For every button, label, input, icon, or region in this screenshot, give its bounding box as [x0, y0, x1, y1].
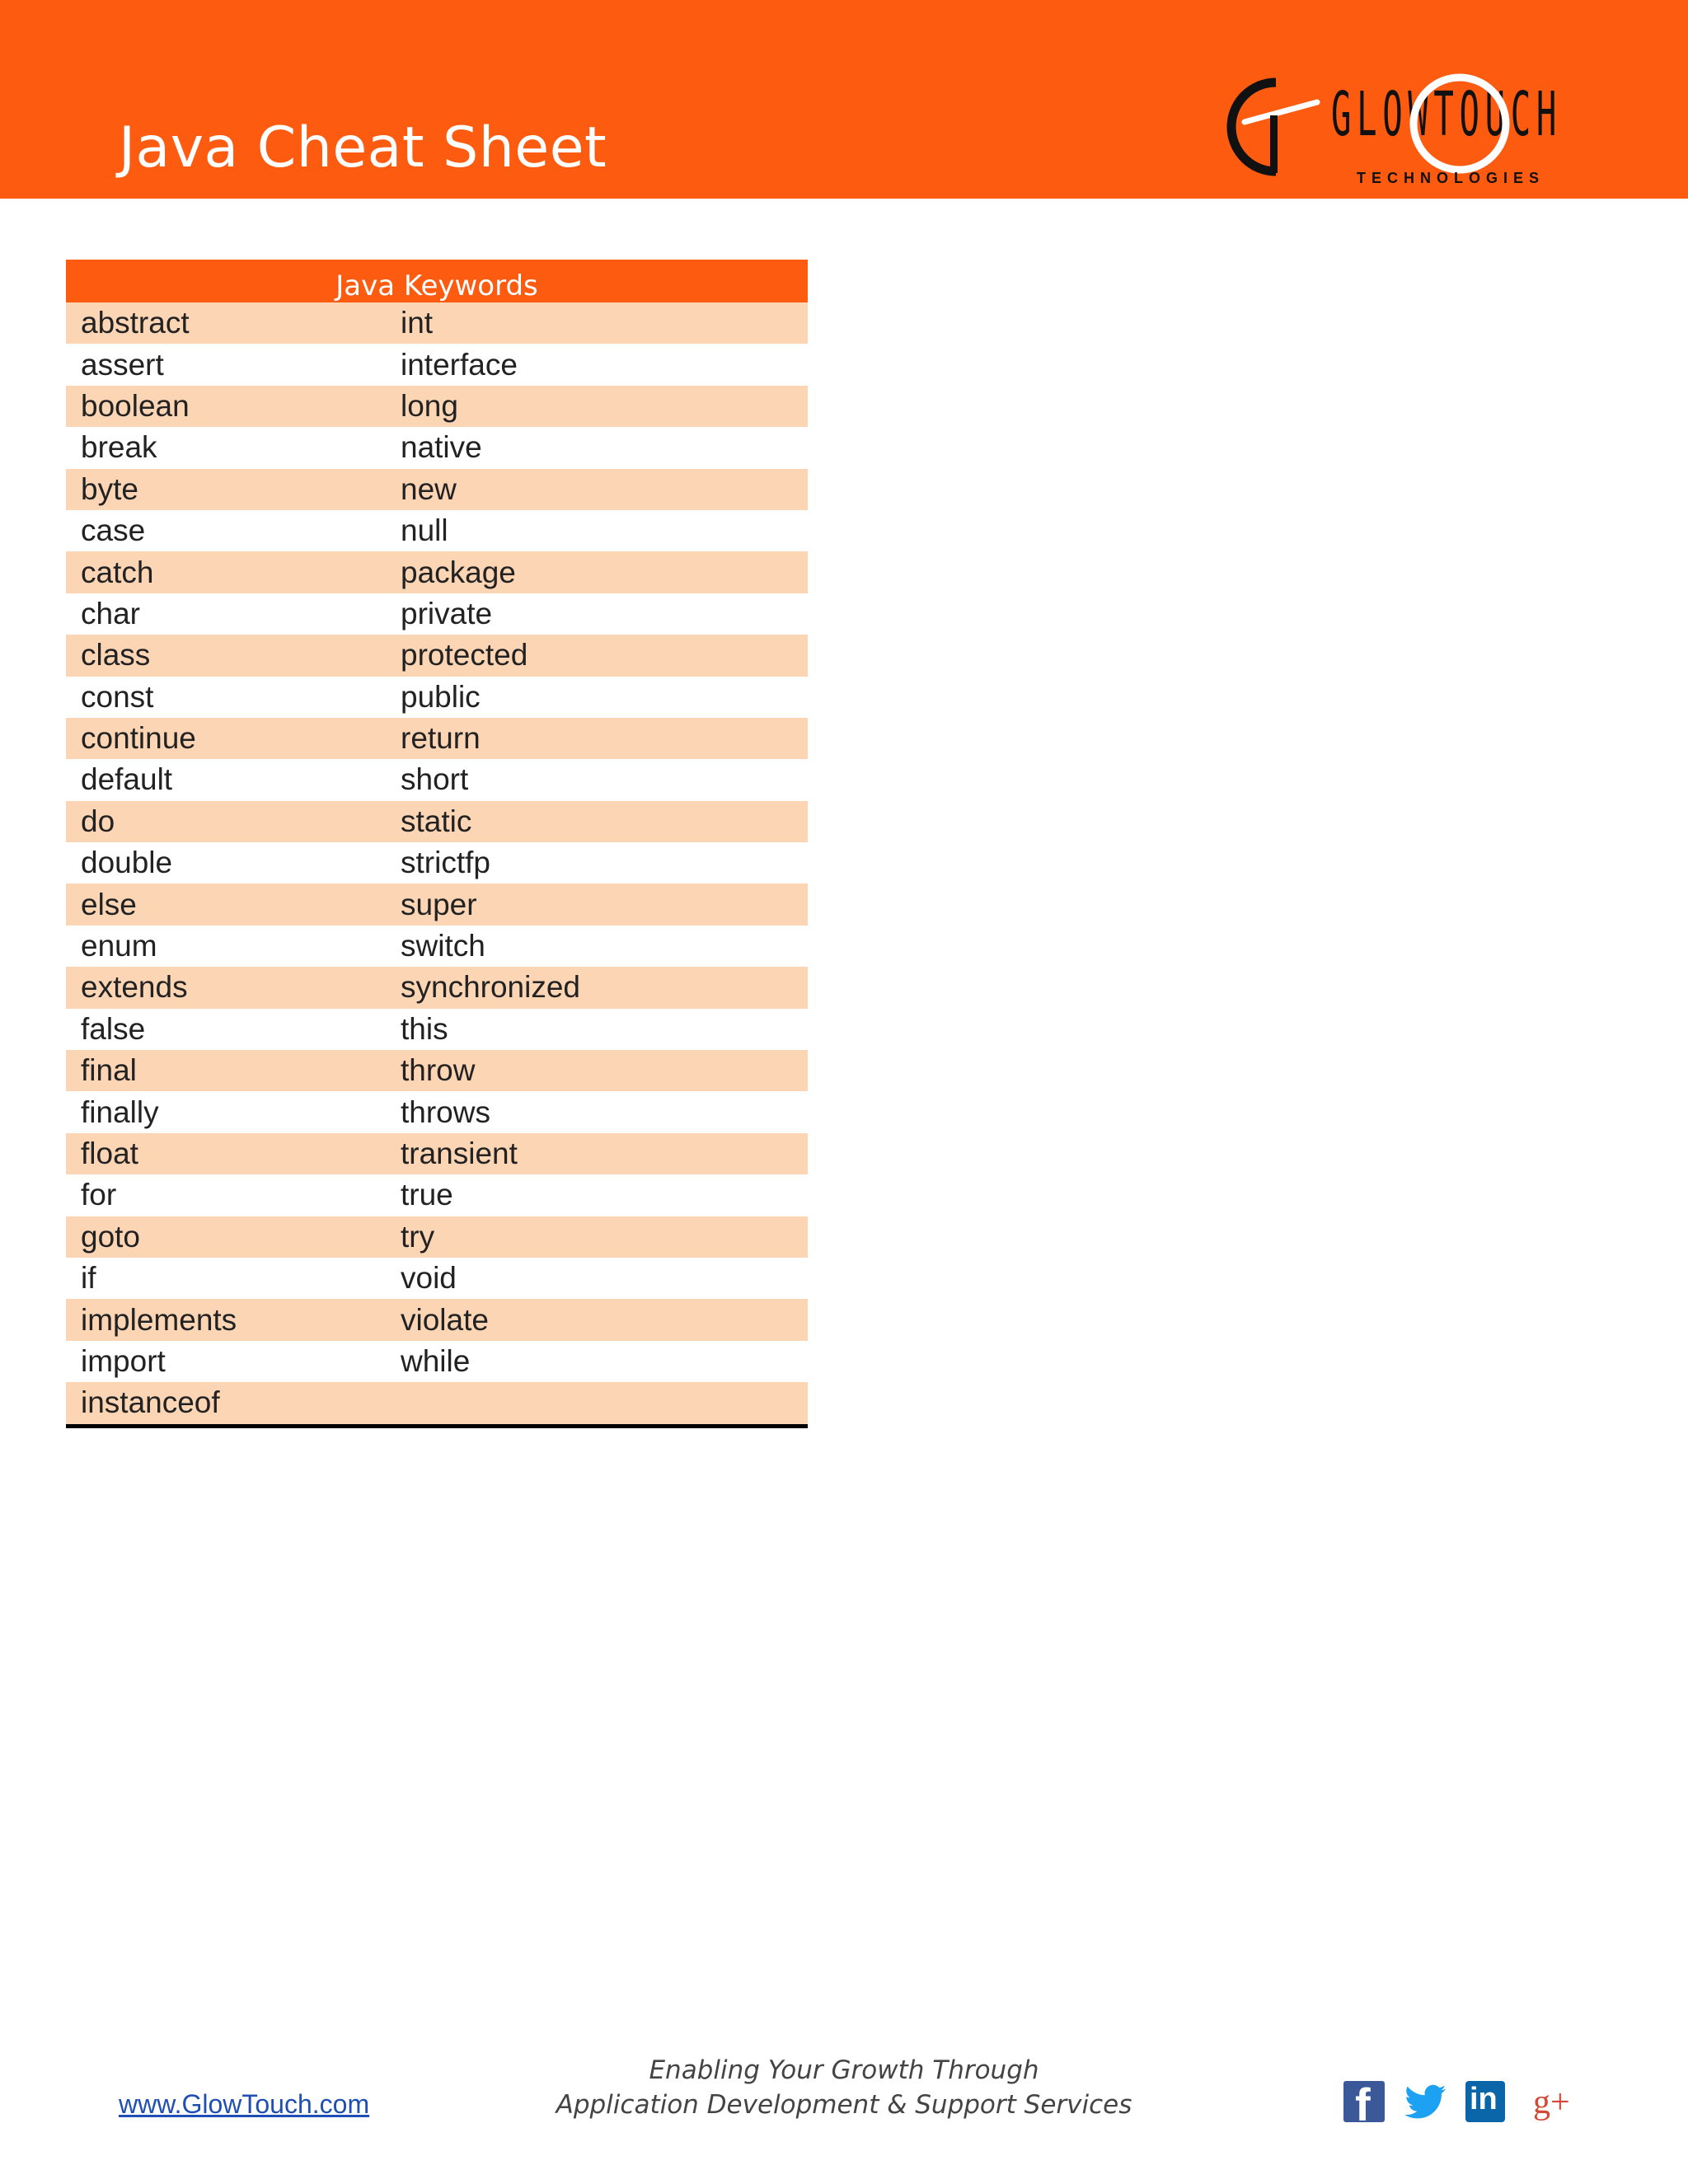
- linkedin-icon[interactable]: in: [1465, 2081, 1505, 2122]
- keyword-cell-right: transient: [401, 1133, 808, 1174]
- keyword-cell-left: boolean: [66, 386, 401, 427]
- keyword-cell-left: byte: [66, 469, 401, 510]
- table-row: [66, 551, 808, 593]
- keyword-cell-right: private: [401, 596, 493, 630]
- keyword-cell-right: public: [401, 679, 481, 714]
- table-row: [66, 1174, 808, 1216]
- java-keywords-table: [66, 260, 808, 1428]
- table-row: [66, 1341, 808, 1382]
- website-link[interactable]: www.GlowTouch.com: [119, 2089, 370, 2119]
- keyword-cell-left: break: [81, 430, 157, 465]
- page-title: Java Cheat Sheet: [119, 115, 607, 180]
- table-row: [66, 1382, 808, 1426]
- tagline-line-2: Application Development & Support Services: [556, 2090, 1132, 2120]
- keyword-cell-left: case: [81, 513, 146, 548]
- keyword-cell-left: enum: [81, 929, 157, 963]
- keyword-cell-left: catch: [66, 551, 401, 593]
- google-plus-icon[interactable]: g+: [1533, 2083, 1570, 2121]
- table-row: [66, 718, 808, 759]
- table-row: [66, 883, 808, 925]
- keyword-cell-right: switch: [401, 929, 485, 963]
- table-row: [66, 635, 808, 676]
- table-row: [66, 1091, 808, 1132]
- keyword-cell-right: native: [401, 430, 482, 465]
- keyword-cell-right: try: [401, 1216, 808, 1258]
- table-row: [66, 386, 808, 427]
- logo-ring-icon: [1406, 71, 1513, 178]
- keyword-cell-left: const: [81, 679, 154, 714]
- keyword-cell-left: continue: [66, 718, 401, 759]
- facebook-icon[interactable]: f: [1343, 2081, 1385, 2122]
- keyword-cell-left: float: [66, 1133, 401, 1174]
- keyword-cell-right: interface: [401, 347, 518, 382]
- keyword-cell-right: while: [401, 1343, 471, 1378]
- keyword-cell-left: assert: [81, 347, 164, 382]
- table-header-row: [66, 260, 808, 302]
- glowtouch-logo: [1220, 69, 1566, 185]
- logo-wordmark: GLOWTOUCH: [1331, 79, 1562, 150]
- keyword-cell-left: if: [81, 1261, 96, 1296]
- keyword-cell-left: char: [81, 596, 140, 630]
- keyword-cell-right: int: [401, 302, 808, 344]
- table-row: [66, 1258, 808, 1299]
- keyword-cell-right: [401, 1382, 808, 1426]
- keyword-cell-left: implements: [66, 1299, 401, 1340]
- keyword-cell-left: double: [81, 846, 173, 880]
- table-row: [66, 677, 808, 718]
- keyword-cell-left: false: [81, 1011, 146, 1046]
- logo-subtitle: TECHNOLOGIES: [1357, 170, 1545, 186]
- table-row: [66, 1216, 808, 1258]
- keyword-cell-left: final: [66, 1050, 401, 1091]
- keyword-cell-right: true: [401, 1178, 453, 1212]
- table-row: [66, 926, 808, 967]
- table-row: [66, 1009, 808, 1050]
- keyword-cell-left: abstract: [66, 302, 401, 344]
- table-row: [66, 1299, 808, 1340]
- table-row: [66, 593, 808, 635]
- keyword-cell-right: package: [401, 551, 808, 593]
- keyword-cell-left: class: [66, 635, 401, 676]
- keyword-cell-right: short: [401, 762, 469, 797]
- table-row: [66, 967, 808, 1008]
- keyword-cell-right: this: [401, 1011, 448, 1046]
- tagline-line-1: Enabling Your Growth Through: [649, 2055, 1039, 2085]
- table-row: [66, 427, 808, 468]
- table-row: [66, 759, 808, 800]
- twitter-icon[interactable]: [1403, 2081, 1449, 2122]
- keyword-cell-left: for: [81, 1178, 117, 1212]
- logo-mark-icon: [1220, 69, 1335, 185]
- keyword-cell-right: long: [401, 386, 808, 427]
- keyword-cell-right: protected: [401, 635, 808, 676]
- table-row: [66, 1133, 808, 1174]
- keyword-cell-right: throws: [401, 1094, 490, 1129]
- keyword-cell-right: throw: [401, 1050, 808, 1091]
- keyword-cell-left: goto: [66, 1216, 401, 1258]
- keyword-cell-right: void: [401, 1261, 457, 1296]
- table-body: [66, 302, 808, 1426]
- table-row: [66, 344, 808, 385]
- table-title: Java Keywords: [66, 260, 808, 302]
- table-row: [66, 469, 808, 510]
- table-row: [66, 1050, 808, 1091]
- keyword-cell-right: new: [401, 469, 808, 510]
- keyword-cell-right: static: [401, 801, 808, 842]
- keyword-cell-right: violate: [401, 1299, 808, 1340]
- keyword-cell-right: super: [401, 883, 808, 925]
- keyword-cell-right: return: [401, 718, 808, 759]
- table-row: [66, 302, 808, 344]
- keyword-cell-left: import: [81, 1343, 166, 1378]
- keyword-cell-left: else: [66, 883, 401, 925]
- keyword-cell-left: instanceof: [66, 1382, 401, 1426]
- table-row: [66, 510, 808, 551]
- keyword-cell-right: null: [401, 513, 448, 548]
- keyword-cell-right: strictfp: [401, 846, 490, 880]
- keyword-cell-left: extends: [66, 967, 401, 1008]
- keyword-cell-left: finally: [81, 1094, 159, 1129]
- keyword-cell-right: synchronized: [401, 967, 808, 1008]
- table-row: [66, 801, 808, 842]
- keyword-cell-left: default: [81, 762, 173, 797]
- keyword-cell-left: do: [66, 801, 401, 842]
- table-row: [66, 842, 808, 883]
